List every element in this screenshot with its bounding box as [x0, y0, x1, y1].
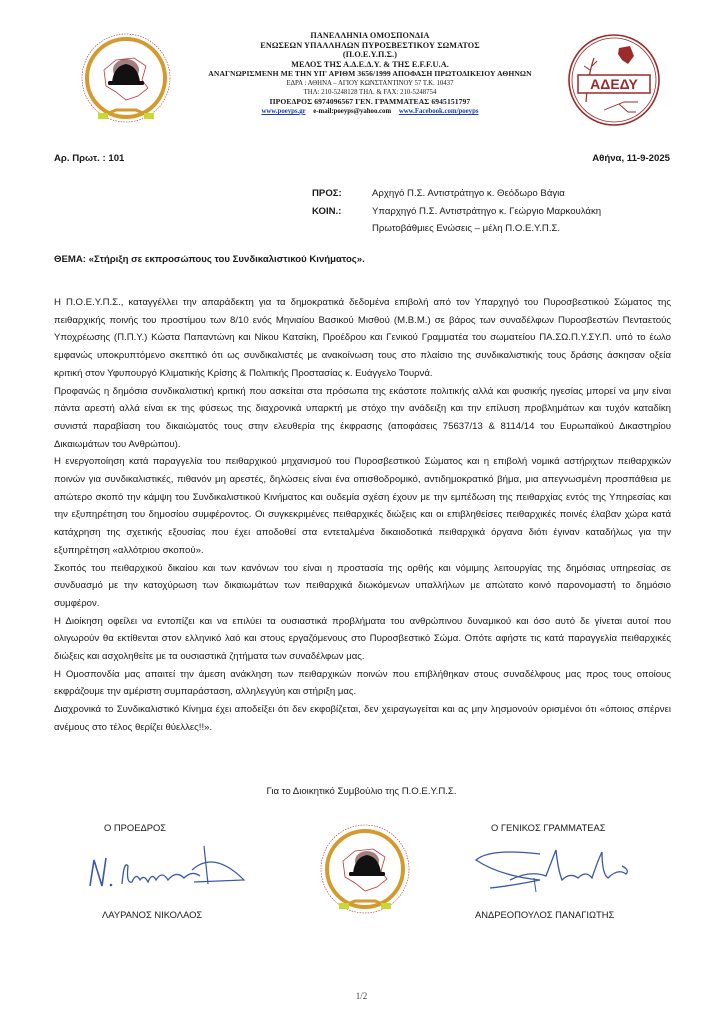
- org-name-line2: ΕΝΩΣΕΩΝ ΥΠΑΛΛΗΛΩΝ ΠΥΡΟΣΒΕΣΤΙΚΟΥ ΣΩΜΑΤΟΣ: [260, 40, 480, 50]
- officers-phones: ΠΡΟΕΔΡΟΣ 6974096567 ΓΕΝ. ΓΡΑΜΜΑΤΕΑΣ 6945151797: [269, 97, 471, 107]
- letterhead: [178, 31, 562, 117]
- poeyps-logo-icon: [76, 30, 176, 130]
- body-paragraph: Διαχρονικά το Συνδικαλιστικό Κίνημα έχει αποδείξει ότι δεν εκφοβίζεται, δεν χειραγωγείται και ας μην λησμονούν ορισμένοι ότι «όποιος σπέρνει ανέμους στο τέλος θερίζει θύελλες!!».: [54, 704, 671, 733]
- body-paragraph: Η Διοίκηση οφείλει να εντοπίζει και να επιλύει τα ουσιαστικά προβλήματα του ανθρώπινου δυναμικού και όσο αυτό δε γίνεται αυτοί που ολιγωρούν θα εκτίθενται στον ελληνικό λαό και στους εργαζόμενους στο Πυροσβεστικό Σώμα. Οπότε αφήστε τις κατά παραγγελία πειθαρχικές διώξεις και ασχοληθείτε με τα ουσιαστικά ζητήματα των συναδέλφων μας.: [54, 615, 671, 663]
- poeyps-stamp-icon: [315, 823, 415, 923]
- letter-body: [54, 294, 671, 737]
- facebook-link[interactable]: www.Facebook.com/poeyps: [398, 107, 479, 115]
- president-title: Ο ΠΡΟΕΔΡΟΣ: [104, 822, 167, 833]
- adedy-logo-icon: [564, 30, 664, 130]
- president-signature-icon: [84, 840, 254, 900]
- body-paragraph: Σκοπός του πειθαρχικού δικαίου και των κανόνων του είναι η προστασία της ορθής και νόμιμης λειτουργίας της δημόσιας υπηρεσίας σε συνδυασμό με την κατοχύρωση των δικαιωμάτων των πειθαρχικά διωκόμενων υπαλλήλων με απώτατο κοινό παρονομαστή το δημόσιο συμφέρον.: [54, 562, 671, 609]
- body-paragraph: Προφανώς η δημόσια συνδικαλιστική κριτική που ασκείται στα πρόσωπα της εκάστοτε πολιτικής αλλά και φυσικής ηγεσίας μπορεί να μην είναι πάντα αρεστή αλλά είναι εκ της φύσεως της διαχρονικά υπαρκτή με στόχο την ανάδειξη και την επίλυση προβλημάτων και τυχόν καταδίκη συνιστά παραβίαση του δικαιώματός τους στην ελευθερία της έκφρασης (αποφάσεις 75637/13 & 8114/14 του Ευρωπαϊκού Δικαστηρίου Δικαιωμάτων του Ανθρώπου).: [54, 385, 671, 450]
- secretary-name: ΑΝΔΡΕΟΠΟΥΛΟΣ ΠΑΝΑΓΙΩΤΗΣ: [475, 909, 615, 920]
- recipients-block: [312, 185, 601, 238]
- to-value: Αρχηγό Π.Σ. Αντιστράτηγο κ. Θεόδωρο Βάγια: [372, 188, 565, 199]
- president-name: ΛΑΥΡΑΝΟΣ ΝΙΚΟΛΑΟΣ: [102, 909, 203, 920]
- body-paragraph: Η ενεργοποίηση κατά παραγγελία του πειθαρχικού μηχανισμού του Πυροσβεστικού Σώματος και η επιβολή νομικά αστήριχτων πειθαρχικών ποινών για συνδικαλιστικές, πιθανόν μη αρεστές, δηλώσεις είναι ένα οπισθοδρομικό, αντιδημοκρατικό βήμα, μια απεγνωσμένη προσπάθεια με απώτερο σκοπό την κάμψη του Συνδικαλιστικού Κινήματος και ουδεμία σχέση έχουν με την εμπέδωση της πειθαρχίας εντός της Υπηρεσίας και την εξυπηρέτηση του δημοσίου συμφέροντος. Οι συγκεκριμένες πειθαρχικές διώξεις και οι επιβληθείσες πειθαρχικές ποινές έλαβαν χώρα κατά κατάχρηση της σχετικής εξουσίας που έχει αποδοθεί στα εντεταλμένα δικαιοδοτικά πειθαρχικά όργανα διότι έγιναν καταδήλως για την εξυπηρέτηση «αλλότριου σκοπού».: [54, 456, 671, 556]
- secretary-signature-icon: [470, 840, 640, 900]
- cc-value-1: Υπαρχηγό Π.Σ. Αντιστράτηγο κ. Γεώργιο Μαρκουλάκη: [372, 205, 602, 217]
- org-acronym: (Π.Ο.Ε.Υ.Π.Σ.): [342, 50, 398, 60]
- phones: ΤΗΛ: 210-5248128 ΤΗΛ. & FAX: 210-5248754: [303, 89, 437, 97]
- cc-label: ΚΟΙΝ.:: [312, 205, 342, 217]
- website-link[interactable]: www.poeyps.gr: [261, 107, 306, 115]
- closing-line: Για το Διοικητικό Συμβούλιο της Π.Ο.Ε.Υ.Π.Σ.: [266, 786, 457, 797]
- adedy-logo-text: ΑΔΕΔΥ: [590, 76, 638, 92]
- page-number: 1/2: [355, 991, 368, 1001]
- secretary-title: Ο ΓΕΝΙΚΟΣ ΓΡΑΜΜΑΤΕΑΣ: [491, 822, 606, 833]
- recognition: ΑΝΑΓΝΩΡΙΣΜΕΝΗ ΜΕ ΤΗΝ ΥΠ' ΑΡΙΘΜ 3656/1999 ΑΠΟΦΑΣΗ ΠΡΩΤΟΔΙΚΕΙΟΥ ΑΘΗΝΩΝ: [208, 69, 532, 79]
- protocol-number: Αρ. Πρωτ. : 101: [54, 153, 125, 164]
- contact-links: [178, 107, 562, 117]
- letter-date: Αθήνα, 11-9-2025: [592, 153, 670, 164]
- org-name-line1: ΠΑΝΕΛΛΗΝΙΑ ΟΜΟΣΠΟΝΔΙΑ: [310, 31, 430, 40]
- address: ΕΔΡΑ : ΑΘΗΝΑ – ΑΓΙΟΥ ΚΩΝΣΤΑΝΤΙΝΟΥ 57 Τ.Κ. 10437: [286, 79, 454, 87]
- to-label: ΠΡΟΣ:: [312, 188, 342, 199]
- membership: ΜΕΛΟΣ ΤΗΣ Α.Δ.Ε.Δ.Υ. & ΤΗΣ E.F.F.U.A.: [291, 59, 449, 69]
- cc-value-2: Πρωτοβάθμιες Ενώσεις – μέλη Π.Ο.Ε.Υ.Π.Σ.: [372, 223, 561, 234]
- subject-line: ΘΕΜΑ: «Στήριξη σε εκπροσώπους του Συνδικαλιστικού Κινήματος».: [54, 254, 365, 265]
- body-paragraph: Η Π.Ο.Ε.Υ.Π.Σ., καταγγέλλει την απαράδεκτη για τα δημοκρατικά δεδομένα επιβολή από τον Υπαρχηγό του Πυροσβεστικού Σώματος της πειθαρχικής ποινής του προστίμου των 8/10 ενός Μηνιαίου Βασικού Μισθού (Μ.Β.Μ.) σε βάρος των συναδέλφων Πυροσβεστών Πενταετούς Υποχρέωσης (Π.Π.Υ.) Κώστα Παπαντώνη και Νίκου Κατσίκη, Προέδρου και Γενικού Γραμματέα του σωματείου ΠΑ.ΣΩ.Π.Υ.ΣΥ.Π. υπό το έωλο εμφανώς υποκρυπτόμενο σκεπτικό ότι ως συνδικαλιστές με ανακοίνωση τους στο πλαίσιο της συνδικαλιστικής τους δράσης άσκησαν οξεία κριτική στον Υφυπουργό Κλιματικής Κρίσης & Πολιτικής Προστασίας κ. Ευάγγελο Τουρνά.: [54, 297, 671, 379]
- body-paragraph: Η Ομοσπονδία μας απαιτεί την άμεση ανάκληση των πειθαρχικών ποινών που επιβλήθηκαν στους συναδέλφους μας προς τους οποίους εκφράζουμε την αμέριστη συμπαράσταση, αλληλεγγύη και στήριξη μας.: [54, 668, 671, 698]
- email-text: e-mail:poeyps@yahoo.com: [313, 107, 392, 115]
